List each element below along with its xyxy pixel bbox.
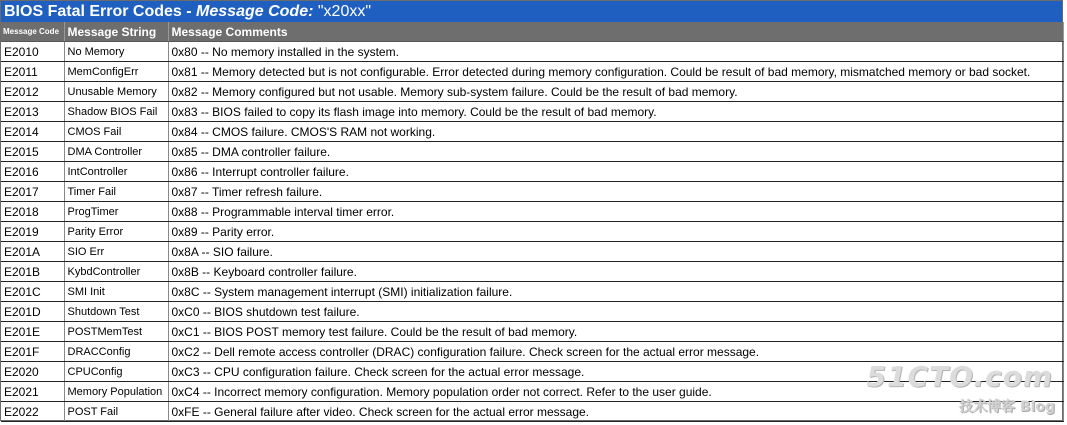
message-string-cell: Shutdown Test <box>64 302 168 322</box>
message-code-cell: E2017 <box>1 182 64 202</box>
message-string-cell: IntController <box>64 162 168 182</box>
message-comment-cell: 0x83 -- BIOS failed to copy its flash image into memory. Could be the result of bad memory. <box>168 102 1063 122</box>
message-code-cell: E2018 <box>1 202 64 222</box>
message-comment-cell: 0x82 -- Memory configured but not usable. Memory sub-system failure. Could be the result of bad memory. <box>168 82 1063 102</box>
message-comment-cell: 0x81 -- Memory detected but is not configurable. Error detected during memory configuration. Could be result of bad memory, mismatched memory or bad socket. <box>168 62 1063 82</box>
message-comment-cell: 0x87 -- Timer refresh failure. <box>168 182 1063 202</box>
message-string-cell: DMA Controller <box>64 142 168 162</box>
message-comment-cell: 0x86 -- Interrupt controller failure. <box>168 162 1063 182</box>
message-comment-cell: 0xC4 -- Incorrect memory configuration. Memory population order not correct. Refer to the user guide. <box>168 382 1063 402</box>
message-comment-cell: 0xFE -- General failure after video. Check screen for the actual error message. <box>168 402 1063 422</box>
table-row <box>1 282 1063 302</box>
watermark-logo-text: 51CTO.com <box>866 360 1053 393</box>
table-row <box>1 382 1063 402</box>
table-row <box>1 82 1063 102</box>
message-comment-cell: 0x88 -- Programmable interval timer error. <box>168 202 1063 222</box>
message-string-cell: SIO Err <box>64 242 168 262</box>
message-code-cell: E201B <box>1 262 64 282</box>
table-body <box>1 42 1063 422</box>
message-code-cell: E2010 <box>1 42 64 62</box>
table-row <box>1 362 1063 382</box>
message-comment-cell: 0xC2 -- Dell remote access controller (DRAC) configuration failure. Check screen for the actual error message. <box>168 342 1063 362</box>
message-comment-cell: 0x84 -- CMOS failure. CMOS'S RAM not working. <box>168 122 1063 142</box>
message-comment-cell: 0xC3 -- CPU configuration failure. Check screen for the actual error message. <box>168 362 1063 382</box>
table-row <box>1 262 1063 282</box>
message-code-cell: E201A <box>1 242 64 262</box>
message-comment-cell: 0x8A -- SIO failure. <box>168 242 1063 262</box>
message-code-cell: E201D <box>1 302 64 322</box>
header-message-comments: Message Comments <box>168 22 1063 42</box>
message-string-cell: ProgTimer <box>64 202 168 222</box>
title-value: "x20xx" <box>317 3 372 20</box>
message-code-cell: E2021 <box>1 382 64 402</box>
message-string-cell: SMI Init <box>64 282 168 302</box>
message-comment-cell: 0x89 -- Parity error. <box>168 222 1063 242</box>
message-code-cell: E201C <box>1 282 64 302</box>
table-row <box>1 222 1063 242</box>
message-code-cell: E201E <box>1 322 64 342</box>
table-row <box>1 102 1063 122</box>
message-comment-cell: 0x85 -- DMA controller failure. <box>168 142 1063 162</box>
table-row <box>1 182 1063 202</box>
table-row <box>1 302 1063 322</box>
header-row <box>1 22 1063 42</box>
message-code-cell: E2015 <box>1 142 64 162</box>
table-title <box>1 1 1062 22</box>
message-comment-cell: 0x8C -- System management interrupt (SMI) initialization failure. <box>168 282 1063 302</box>
message-code-cell: E2019 <box>1 222 64 242</box>
message-string-cell: POST Fail <box>64 402 168 422</box>
table-row <box>1 322 1063 342</box>
message-code-cell: E2012 <box>1 82 64 102</box>
header-message-string: Message String <box>64 22 168 42</box>
message-string-cell: Shadow BIOS Fail <box>64 102 168 122</box>
table-row <box>1 122 1063 142</box>
table-row <box>1 402 1063 422</box>
message-comment-cell: 0x8B -- Keyboard controller failure. <box>168 262 1063 282</box>
table-row <box>1 162 1063 182</box>
watermark-sub-text: 技术博客 Blog <box>959 399 1055 415</box>
table-row <box>1 42 1063 62</box>
table-row <box>1 142 1063 162</box>
header-message-code: Message Code <box>1 22 64 42</box>
message-string-cell: DRACConfig <box>64 342 168 362</box>
table-row <box>1 62 1063 82</box>
message-code-cell: E2022 <box>1 402 64 422</box>
message-string-cell: POSTMemTest <box>64 322 168 342</box>
message-string-cell: CMOS Fail <box>64 122 168 142</box>
message-code-cell: E2013 <box>1 102 64 122</box>
message-string-cell: CPUConfig <box>64 362 168 382</box>
message-string-cell: KybdController <box>64 262 168 282</box>
message-string-cell: Unusable Memory <box>64 82 168 102</box>
message-code-cell: E201F <box>1 342 64 362</box>
message-string-cell: MemConfigErr <box>64 62 168 82</box>
message-code-cell: E2014 <box>1 122 64 142</box>
message-code-cell: E2020 <box>1 362 64 382</box>
message-comment-cell: 0x80 -- No memory installed in the system. <box>168 42 1063 62</box>
message-string-cell: Memory Population <box>64 382 168 402</box>
message-comment-cell: 0xC1 -- BIOS POST memory test failure. Could be the result of bad memory. <box>168 322 1063 342</box>
title-prefix: BIOS Fatal Error Codes - <box>4 3 197 20</box>
title-label: Message Code: <box>196 3 318 20</box>
message-string-cell: Parity Error <box>64 222 168 242</box>
message-comment-cell: 0xC0 -- BIOS shutdown test failure. <box>168 302 1063 322</box>
error-code-table <box>1 22 1064 422</box>
message-string-cell: No Memory <box>64 42 168 62</box>
table-row <box>1 342 1063 362</box>
message-string-cell: Timer Fail <box>64 182 168 202</box>
message-code-cell: E2011 <box>1 62 64 82</box>
table-row <box>1 242 1063 262</box>
message-code-cell: E2016 <box>1 162 64 182</box>
table-row <box>1 202 1063 222</box>
